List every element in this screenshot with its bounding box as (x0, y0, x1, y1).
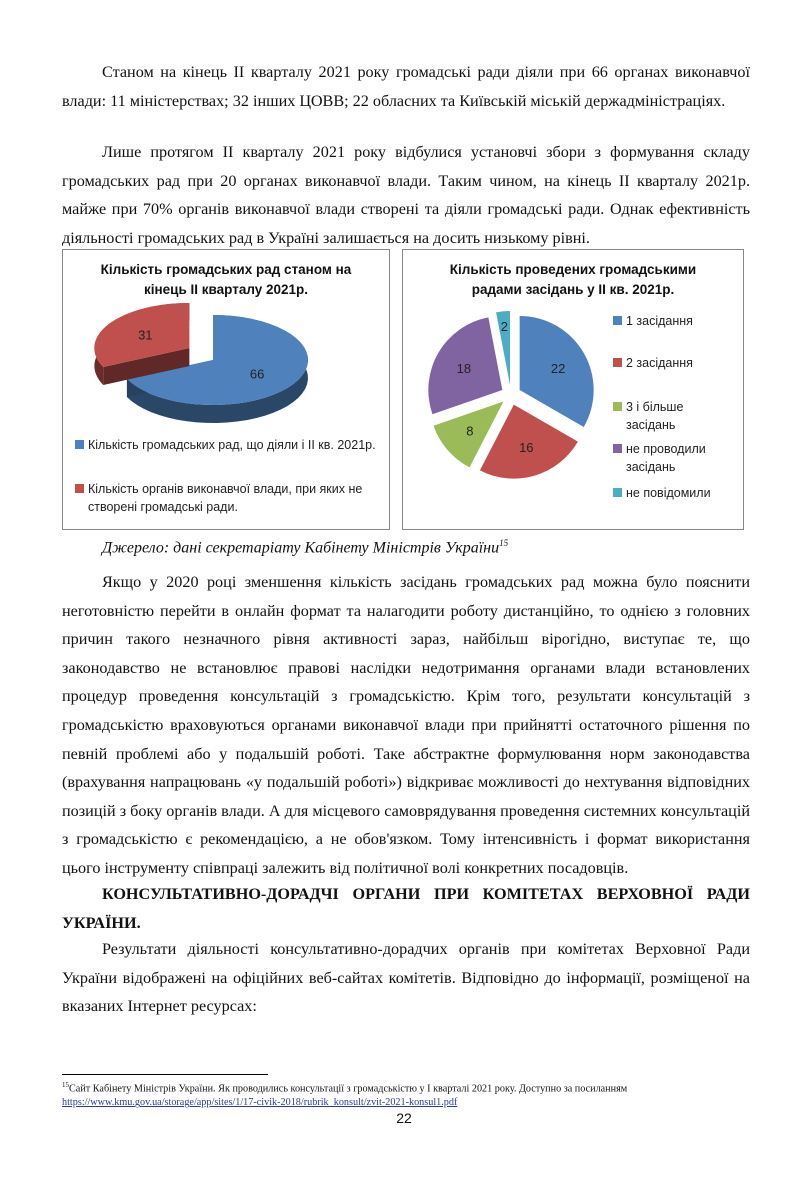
legend-swatch (75, 484, 84, 493)
chart-title-line: Кількість громадських рад станом на (100, 262, 352, 277)
legend-label: 1 засідання (626, 314, 693, 328)
footnote-link[interactable]: https://www.kmu.gov.ua/storage/app/sites/1/17-civik-2018/rubrik_konsult/zvit-2021-konsul1.pdf (62, 1097, 458, 1109)
legend-item (613, 312, 693, 330)
chart-councils-count (62, 249, 390, 530)
legend-swatch (613, 402, 622, 411)
source-text: Джерело: дані секретаріату Кабінету Міністрів України (102, 539, 500, 557)
legend-swatch (75, 440, 84, 449)
legend-item (613, 398, 683, 416)
legend-item (613, 440, 706, 458)
legend-item-continued (626, 416, 675, 434)
legend-swatch (613, 488, 622, 497)
footnote-divider (62, 1074, 268, 1075)
paragraph-3: Якщо у 2020 році зменшення кількість засідань громадських рад можна було пояснити неготовністю перейти в онлайн формат та налагодити роботу дистанційно, то однією з головних причин такого незначного рівня активності зараз, найбільш вірогідно, виступає те, що законодавство не встановлює правові наслідки недотримання органами влади встановлених процедур проведення консультацій з громадськістю. Крім того, результати консультацій з громадськістю враховуються органами виконавчої влади при прийнятті остаточного рішення по певній проблемі або у подальшій роботі. Таке абстрактне формулювання норм законодавства (врахування напрацювань «у подальшій роботі») відкриває можливості до нехтування відповідних позицій з боку органів влади. А для місцевого самоврядування проведення системних консультацій з громадськістю є рекомендацією, а не обов'язком. Тому інтенсивність і формат використання цього інструменту співпраці залежить від політичної волі конкретних посадовців. (62, 573, 750, 877)
legend-label: 3 і більше (626, 400, 684, 414)
legend-label: не повідомили (626, 486, 711, 500)
legend-item-continued (626, 458, 675, 476)
page-number: 22 (396, 1110, 412, 1126)
chart-meetings-count (402, 249, 744, 530)
paragraph-4: Результати діяльності консультативно-дорадчих органів при комітетах Верховної Ради України відображені на офіційних веб-сайтах комітетів. Відповідно до інформації, розміщеної на вказаних Інтернет ресурсах: (62, 940, 750, 1016)
legend-label: не проводили (626, 442, 706, 456)
source-caption (102, 538, 508, 557)
legend-label: засідань (626, 418, 676, 432)
legend-label: Кількість громадських рад, що діяли і II кв. 2021р. (88, 438, 376, 452)
legend-label: створені громадські ради. (88, 500, 238, 514)
legend-item (613, 484, 711, 502)
legend-label: Кількість органів виконавчої влади, при яких не (88, 482, 363, 496)
slice-value-label: 31 (138, 327, 153, 343)
slice-value-label: 22 (550, 360, 566, 376)
paragraph-2: Лише протягом II кварталу 2021 року відбулися установчі збори з формування складу громадських рад при 20 органах виконавчої влади. Таким чином, на кінець II кварталу 2021р. майже при 70% органів виконавчої влади створені та діяли громадські ради. Однак ефективність діяльності громадських рад в Україні залишається на досить низькому рівні. (62, 143, 750, 247)
legend-label: 2 засідання (626, 356, 693, 370)
chart-title-line: Кількість проведених громадськими (449, 262, 697, 277)
legend-swatch (613, 316, 622, 325)
legend-swatch (613, 444, 622, 453)
chart-title-line: радами засідань у II кв. 2021р. (471, 282, 675, 297)
slice-value-label: 16 (519, 440, 534, 456)
slice-value-label: 66 (249, 366, 265, 382)
legend-item (75, 480, 362, 498)
legend-item-continued (88, 498, 238, 516)
paragraph-1: Станом на кінець II кварталу 2021 року громадські ради діяли при 66 органах виконавчої влади: 11 міністерствах; 32 інших ЦОВВ; 22 обласних та Київській міській держадміністраціях. (62, 63, 750, 110)
footnote-text: Сайт Кабінету Міністрів України. Як проводились консультації з громадськістю у І кварталі 2021 року. Доступно за посиланням (69, 1083, 628, 1095)
footnote-ref[interactable]: 15 (499, 538, 509, 548)
section-heading: КОНСУЛЬТАТИВНО-ДОРАДЧІ ОРГАНИ ПРИ КОМІТЕТАХ ВЕРХОВНОЇ РАДИ УКРАЇНИ. (62, 885, 750, 932)
slice-value-label: 2 (500, 319, 509, 335)
slice-value-label: 8 (466, 423, 474, 439)
footnote-number: 15 (62, 1081, 69, 1089)
slice-value-label: 18 (456, 360, 472, 376)
chart-title-line: кінець II кварталу 2021р. (143, 282, 309, 297)
footnote (62, 1078, 742, 1110)
legend-item (613, 354, 693, 372)
legend-item (75, 436, 376, 454)
legend-label: засідань (626, 460, 676, 474)
legend-swatch (613, 358, 622, 367)
